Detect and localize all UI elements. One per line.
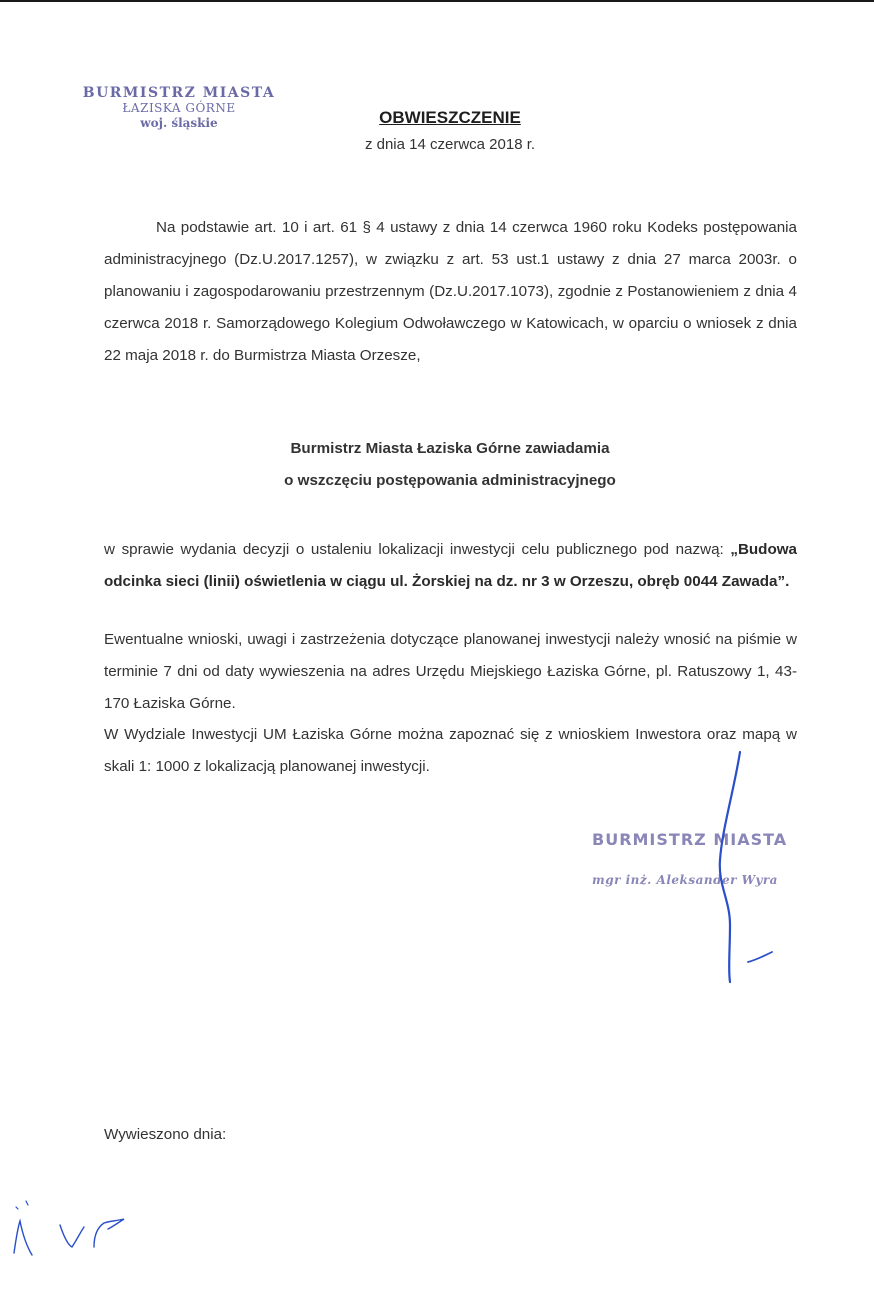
subject-paragraph xyxy=(104,534,797,598)
announcement-heading xyxy=(150,433,750,497)
stamp-role: BURMISTRZ MIASTA xyxy=(592,830,788,849)
investment-name: „Budowa odcinka sieci (linii) oświetlenia w ciągu ul. Żorskiej na dz. nr 3 w Orzeszu, obręb 0044 Zawada”. xyxy=(104,541,797,590)
initials-mark xyxy=(6,1195,146,1275)
comments-paragraph: Ewentualne wnioski, uwagi i zastrzeżenia dotyczące planowanej inwestycji należy wnosić na piśmie w terminie 7 dni od daty wywieszenia na adres Urzędu Miejskiego Łaziska Górne, pl. Ratuszowy 1, 43-170 Łaziska Górne. xyxy=(104,631,797,712)
legal-basis-paragraph: Na podstawie art. 10 i art. 61 § 4 ustawy z dnia 14 czerwca 1960 roku Kodeks postępowania administracyjnego (Dz.U.2017.1257), w związku z art. 53 ust.1 ustawy z dnia 27 marca 2003r. o planowaniu i zagospodarowaniu przestrzennym (Dz.U.2017.1073), zgodnie z Postanowieniem z dnia 4 czerwca 2018 r. Samorządowego Kolegium Odwoławczego w Katowicach, w oparciu o wniosek z dnia 22 maja 2018 r. do Burmistrza Miasta Orzesze, xyxy=(104,219,797,364)
documents-paragraph: W Wydziale Inwestycji UM Łaziska Górne można zapoznać się z wnioskiem Inwestora oraz mapą w skali 1: 1000 z lokalizacją planowanej inwestycji. xyxy=(104,726,797,775)
subject-text: w sprawie wydania decyzji o ustaleniu lokalizacji inwestycji celu publicznego pod nazwą: xyxy=(104,541,731,558)
stamp-line-2: ŁAZISKA GÓRNE xyxy=(122,101,236,115)
page-top-border xyxy=(0,0,874,2)
document-date: z dnia 14 czerwca 2018 r. xyxy=(364,136,536,153)
office-stamp-top xyxy=(74,86,284,131)
stamp-line-1: BURMISTRZ MIASTA xyxy=(82,85,276,101)
stamp-line-3: woj. śląskie xyxy=(140,116,218,130)
heading-line-2: o wszczęciu postępowania administracyjnego xyxy=(284,472,616,489)
document-title: OBWIESZCZENIE xyxy=(379,108,521,127)
stamp-name: mgr inż. Aleksander Wyra xyxy=(592,873,778,887)
signature-mark xyxy=(700,750,800,990)
posted-date-label: Wywieszono dnia: xyxy=(104,1126,227,1143)
heading-line-1: Burmistrz Miasta Łaziska Górne zawiadamia xyxy=(290,440,610,457)
